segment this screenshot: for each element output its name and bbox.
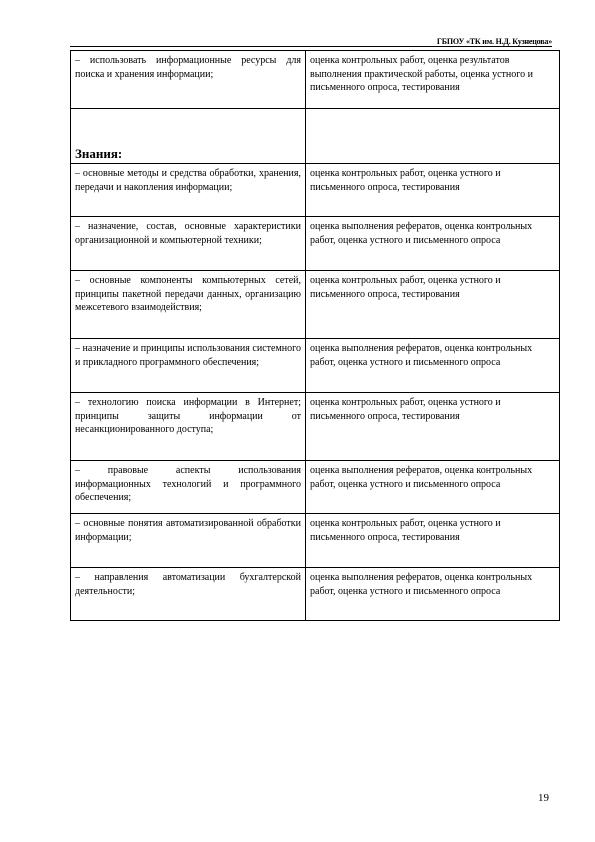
knowledge-text: – технологию поиска информации в Интернет; принципы защиты информации от несанкционированного доступа; [75, 397, 301, 435]
table-row [71, 51, 560, 109]
section-title: Знания: [75, 145, 123, 161]
assessment-cell [306, 217, 560, 271]
assessment-cell [306, 393, 560, 461]
assessment-text: оценка выполнения рефератов, оценка контрольных работ, оценка устного и письменного опроса [310, 343, 533, 368]
knowledge-cell [71, 339, 306, 393]
knowledge-cell [71, 461, 306, 514]
assessment-text: оценка контрольных работ, оценка результатов выполнения практической работы, оценка устного и письменного опроса, тестирования [310, 55, 533, 93]
skill-text: – использовать информационные ресурсы для поиска и хранения информации; [75, 55, 301, 80]
knowledge-cell [71, 217, 306, 271]
table-row [71, 271, 560, 339]
knowledge-cell [71, 514, 306, 568]
knowledge-text: – назначение, состав, основные характеристики организационной и компьютерной техники; [75, 221, 301, 246]
assessment-text: оценка контрольных работ, оценка устного и письменного опроса, тестирования [310, 168, 501, 193]
assessment-cell [306, 51, 560, 109]
page-number: 19 [538, 792, 549, 804]
table-row [71, 461, 560, 514]
knowledge-text: – основные компоненты компьютерных сетей, принципы пакетной передачи данных, организацию межсетевого взаимодействия; [75, 275, 301, 313]
section-cell [71, 109, 306, 164]
knowledge-text: – основные понятия автоматизированной обработки информации; [75, 518, 301, 543]
knowledge-text: – правовые аспекты использования информационных технологий и программного обеспечения; [75, 465, 301, 503]
knowledge-text: – основные методы и средства обработки, хранения, передачи и накопления информации; [75, 168, 301, 193]
assessment-text: оценка контрольных работ, оценка устного и письменного опроса, тестирования [310, 518, 501, 543]
assessment-text: оценка контрольных работ, оценка устного и письменного опроса, тестирования [310, 397, 501, 422]
section-row [71, 109, 560, 164]
assessment-text: оценка контрольных работ, оценка устного и письменного опроса, тестирования [310, 275, 501, 300]
knowledge-cell [71, 568, 306, 621]
table-row [71, 164, 560, 217]
assessment-cell [306, 271, 560, 339]
table-row [71, 339, 560, 393]
assessment-cell [306, 164, 560, 217]
table-row [71, 514, 560, 568]
assessment-cell [306, 461, 560, 514]
table-row [71, 217, 560, 271]
skill-cell [71, 51, 306, 109]
page-header: ГБПОУ «ТК им. Н.Д. Кузнецова» [436, 37, 552, 46]
empty-cell [306, 109, 560, 164]
knowledge-cell [71, 271, 306, 339]
assessment-text: оценка выполнения рефератов, оценка контрольных работ, оценка устного и письменного опроса [310, 572, 533, 597]
knowledge-text: – направления автоматизации бухгалтерской деятельности; [75, 572, 301, 597]
knowledge-text: – назначение и принципы использования системного и прикладного программного обеспечения; [75, 343, 301, 368]
knowledge-cell [71, 393, 306, 461]
table-row [71, 393, 560, 461]
assessment-cell [306, 339, 560, 393]
assessment-table [70, 50, 560, 621]
assessment-cell [306, 514, 560, 568]
assessment-cell [306, 568, 560, 621]
knowledge-cell [71, 164, 306, 217]
assessment-text: оценка выполнения рефератов, оценка контрольных работ, оценка устного и письменного опроса [310, 465, 533, 490]
table-row [71, 568, 560, 621]
assessment-text: оценка выполнения рефератов, оценка контрольных работ, оценка устного и письменного опроса [310, 221, 533, 246]
header-rule [70, 46, 552, 47]
